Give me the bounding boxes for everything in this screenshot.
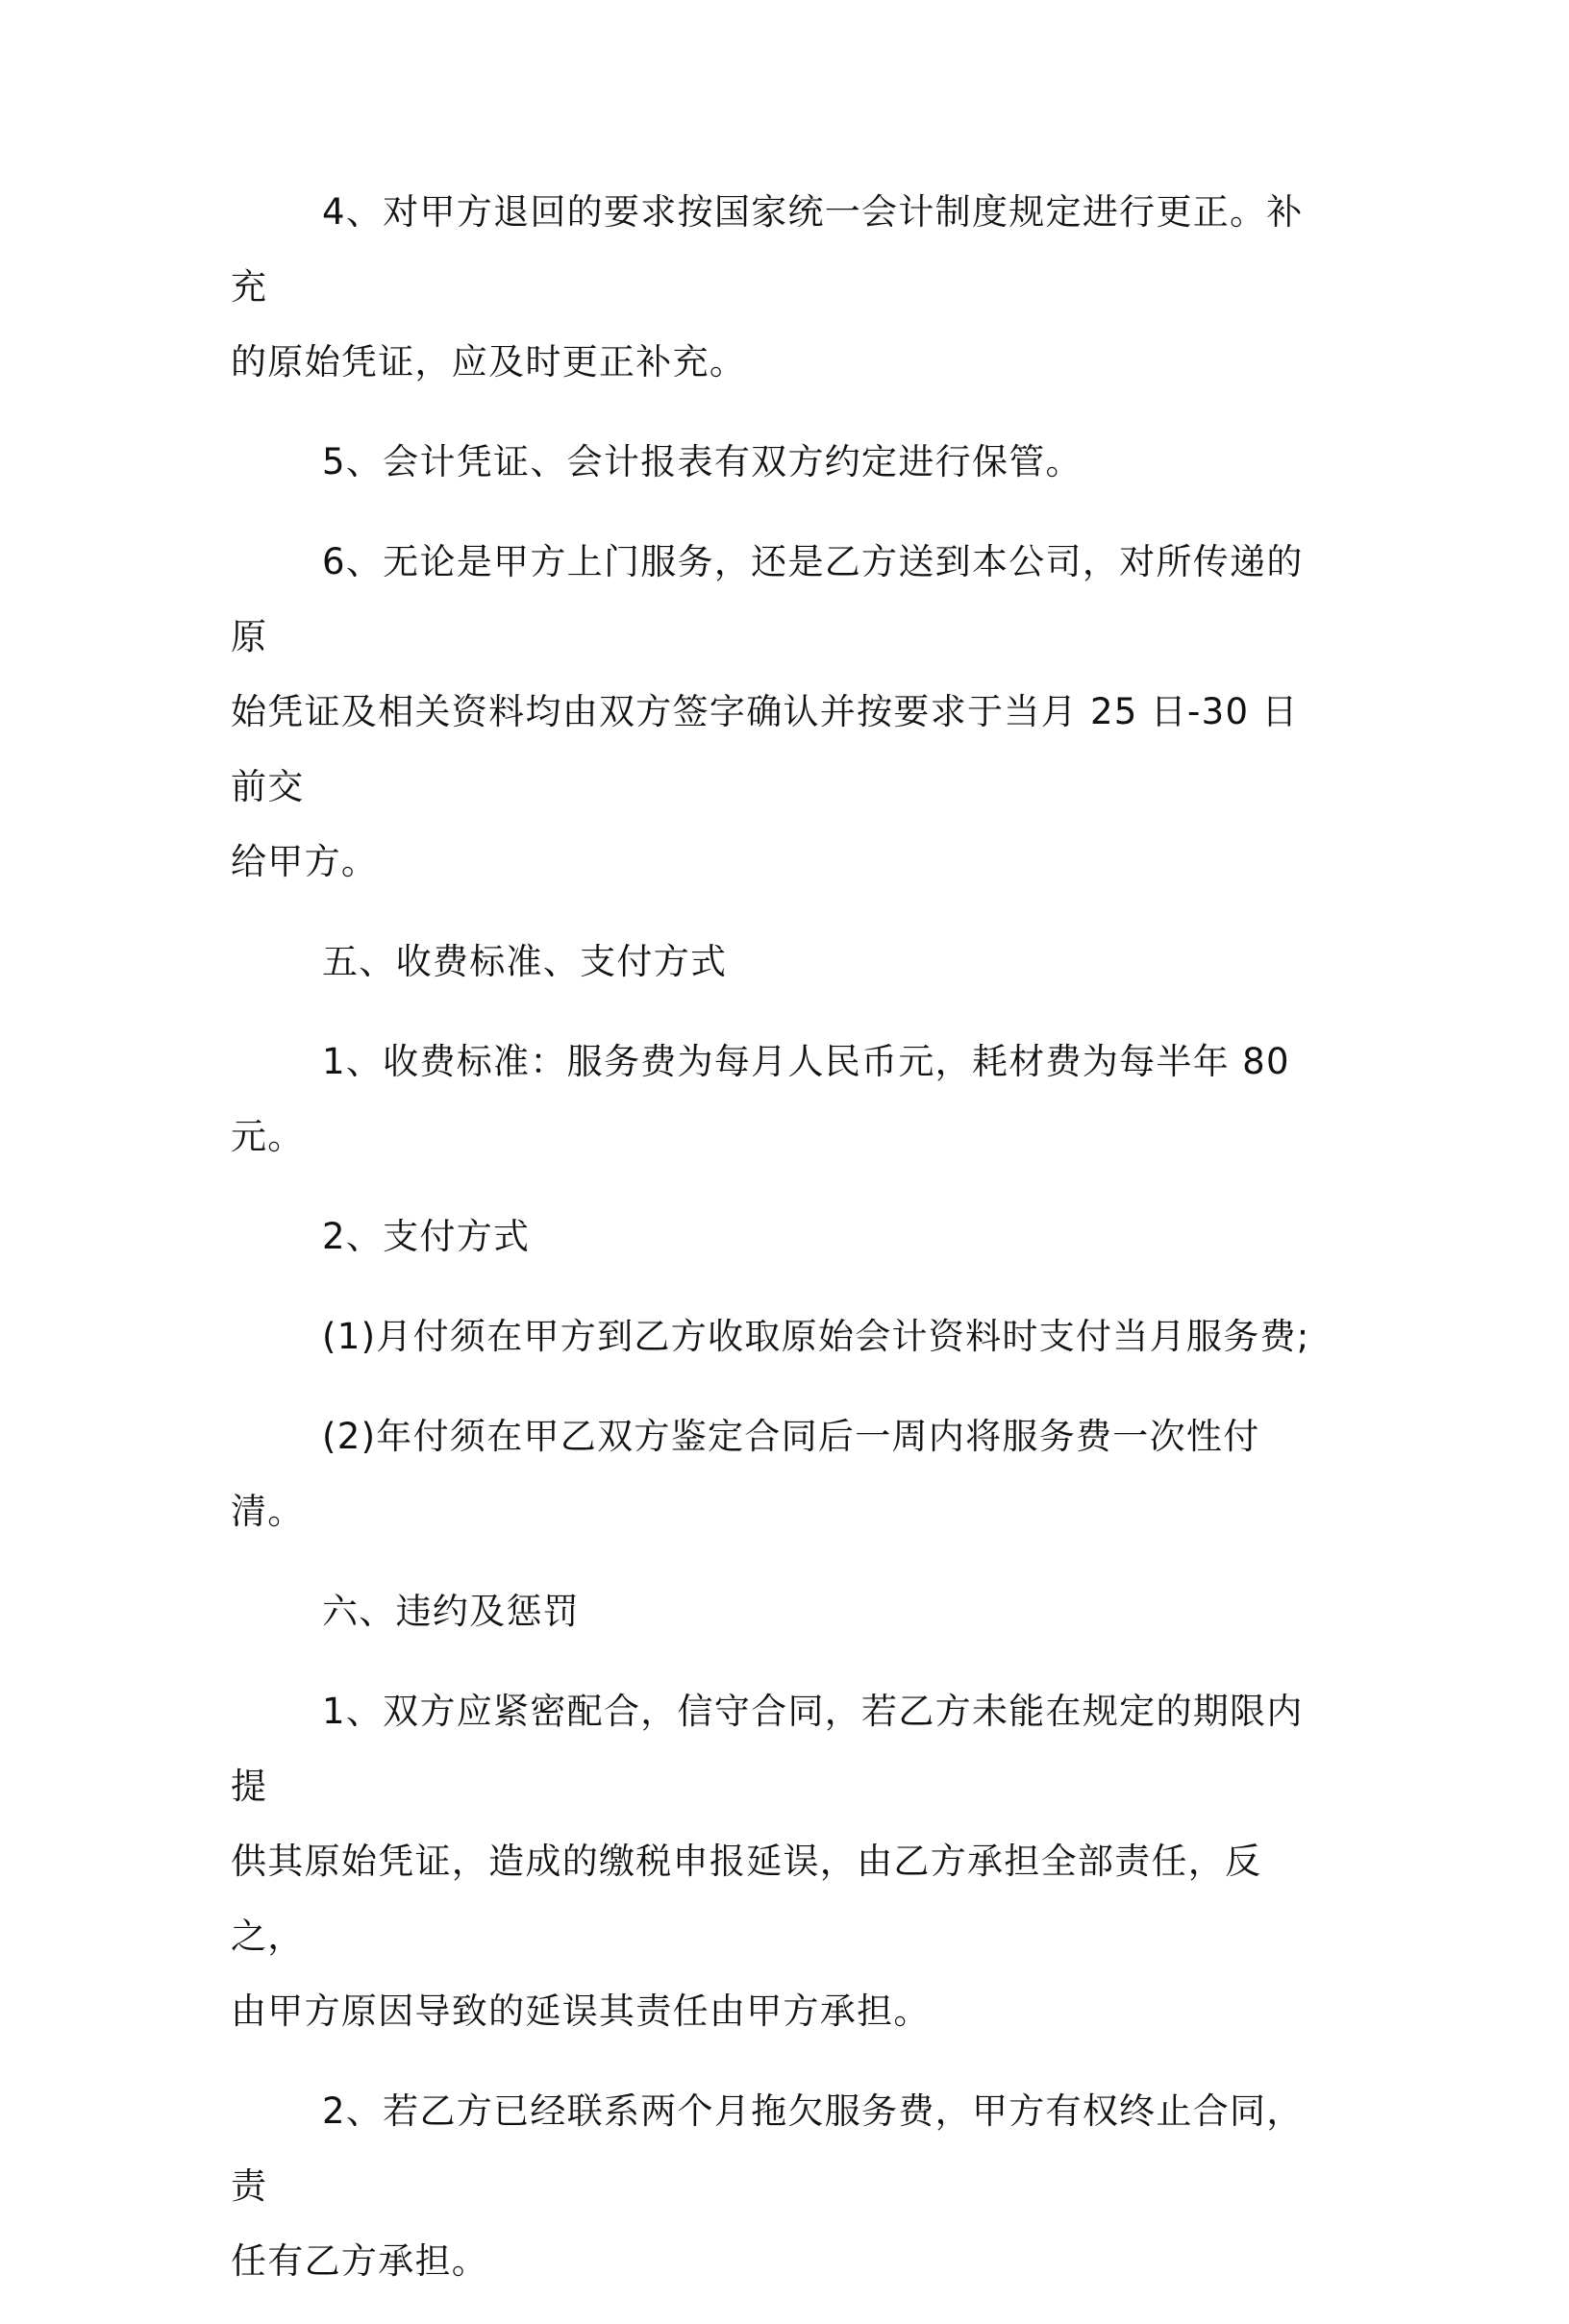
- paragraph-line: 由甲方原因导致的延误其责任由甲方承担。: [231, 1990, 931, 2032]
- paragraph-line: 6、无论是甲方上门服务，还是乙方送到本公司，对所传递的原: [231, 541, 1304, 657]
- paragraph-breach-1: [231, 1674, 1317, 2049]
- paragraph-line: 4、对甲方退回的要求按国家统一会计制度规定进行更正。补充: [231, 191, 1304, 308]
- paragraph-annual-payment: (2)年付须在甲乙双方鉴定合同后一周内将服务费一次性付清。: [231, 1416, 1260, 1532]
- section-heading-fees: 五、收费标准、支付方式: [322, 941, 728, 982]
- paragraph-line: 始凭证及相关资料均由双方签字确认并按要求于当月 25 日-30 日前交: [231, 691, 1299, 807]
- paragraph-monthly-payment: (1)月付须在甲方到乙方收取原始会计资料时支付当月服务费;: [322, 1316, 1310, 1357]
- paragraph-line: 供其原始凭证，造成的缴税申报延误，由乙方承担全部责任，反之，: [231, 1841, 1262, 1957]
- document-body: [231, 175, 1317, 2324]
- paragraph-payment-method: 2、支付方式: [322, 1216, 531, 1257]
- paragraph-fee-standard: 1、收费标准：服务费为每月人民币元，耗材费为每半年 80 元。: [231, 1041, 1290, 1157]
- paragraph-item-5: 5、会计凭证、会计报表有双方约定进行保管。: [322, 441, 1083, 482]
- paragraph-item-4: [231, 175, 1317, 400]
- paragraph-line: 2、若乙方已经联系两个月拖欠服务费，甲方有权终止合同，责: [231, 2090, 1304, 2207]
- paragraph-line: 任有乙方承担。: [231, 2240, 489, 2282]
- section-heading-breach: 六、违约及惩罚: [322, 1591, 581, 1632]
- paragraph-item-6: [231, 525, 1317, 900]
- paragraph-line: 给甲方。: [231, 841, 379, 882]
- paragraph-line: 1、双方应紧密配合，信守合同，若乙方未能在规定的期限内提: [231, 1691, 1304, 1807]
- paragraph-breach-2: [231, 2074, 1317, 2299]
- paragraph-line: 的原始凭证，应及时更正补充。: [231, 341, 747, 383]
